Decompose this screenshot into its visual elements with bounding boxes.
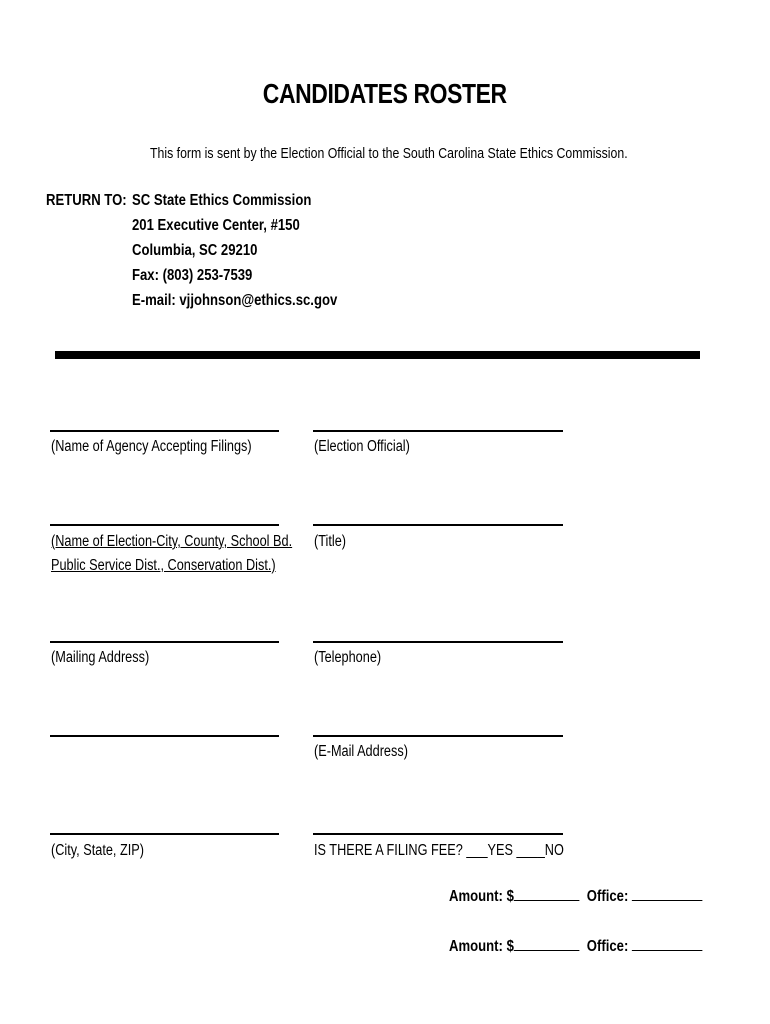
office-label: Office: <box>586 888 629 905</box>
election-name-label-line-2 <box>51 557 325 575</box>
return-address-line-5 <box>132 292 382 310</box>
email-label-text: (E-Mail Address) <box>314 743 408 760</box>
amount-input-blank[interactable] <box>514 936 580 951</box>
telephone-label <box>314 649 396 667</box>
address-fax: Fax: (803) 253-7539 <box>132 267 253 284</box>
amount-row-2 <box>449 936 758 956</box>
return-address-line-2 <box>132 217 337 235</box>
section-divider <box>55 351 700 359</box>
city-state-zip-field-line[interactable] <box>50 833 279 835</box>
election-official-field-line[interactable] <box>313 430 563 432</box>
amount-row-1 <box>449 886 758 906</box>
address-line-2-field-line[interactable] <box>50 735 279 737</box>
city-state-zip-label <box>51 842 164 860</box>
office-input-blank[interactable] <box>632 886 703 901</box>
form-subtitle <box>150 145 732 162</box>
amount-label: Amount: $ <box>449 938 514 955</box>
address-street: 201 Executive Center, #150 <box>132 217 300 234</box>
address-email: E-mail: vjjohnson@ethics.sc.gov <box>132 292 338 309</box>
agency-label-text: (Name of Agency Accepting Filings) <box>51 438 252 455</box>
office-input-blank[interactable] <box>632 936 703 951</box>
return-address-line-4 <box>132 267 279 285</box>
office-label: Office: <box>586 938 629 955</box>
filing-fee-question[interactable] <box>314 842 619 860</box>
mailing-address-label-text: (Mailing Address) <box>51 649 150 666</box>
election-name-label-text-1: (Name of Election-City, County, School Bd. <box>51 533 293 550</box>
election-name-field-line[interactable] <box>50 524 279 526</box>
amount-row-1-content <box>449 886 702 906</box>
return-address-line-3 <box>132 242 285 260</box>
amount-label: Amount: $ <box>449 888 514 905</box>
mailing-address-field-line[interactable] <box>50 641 279 643</box>
amount-row-2-content <box>449 936 702 956</box>
email-label <box>314 743 429 761</box>
title-label-text: (Title) <box>314 533 347 550</box>
mailing-address-label <box>51 649 171 667</box>
filing-fee-field-line[interactable] <box>313 833 563 835</box>
election-official-label <box>314 438 431 456</box>
form-title <box>0 78 770 110</box>
form-title-text: CANDIDATES ROSTER <box>263 78 507 109</box>
agency-label <box>51 438 296 456</box>
title-label <box>314 533 353 551</box>
form-subtitle-text: This form is sent by the Election Official to the South Carolina State Ethics Commission. <box>150 145 628 162</box>
return-to-label-text: RETURN TO: <box>46 192 127 209</box>
email-field-line[interactable] <box>313 735 563 737</box>
city-state-zip-label-text: (City, State, ZIP) <box>51 842 144 859</box>
election-official-label-text: (Election Official) <box>314 438 410 455</box>
election-name-label-text-2: Public Service Dist., Conservation Dist.) <box>51 557 276 574</box>
amount-input-blank[interactable] <box>514 886 580 901</box>
address-org: SC State Ethics Commission <box>132 192 312 209</box>
title-field-line[interactable] <box>313 524 563 526</box>
agency-field-line[interactable] <box>50 430 279 432</box>
filing-fee-text: IS THERE A FILING FEE? ___YES ____NO <box>314 842 564 859</box>
election-name-label-line-1 <box>51 533 345 551</box>
telephone-field-line[interactable] <box>313 641 563 643</box>
return-to-label <box>46 192 144 210</box>
telephone-label-text: (Telephone) <box>314 649 382 666</box>
address-city: Columbia, SC 29210 <box>132 242 258 259</box>
return-address-line-1 <box>132 192 351 210</box>
